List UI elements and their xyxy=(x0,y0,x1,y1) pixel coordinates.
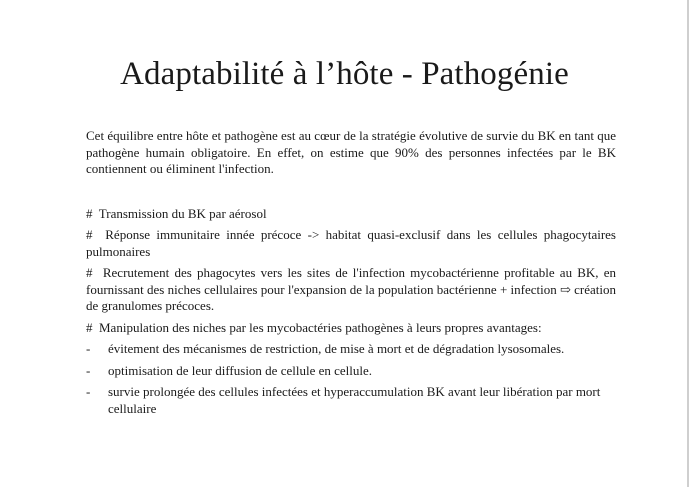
hash-point-4 xyxy=(86,320,616,337)
point-text: Recrutement des phagocytes vers les sites de l'infection mycobactérienne profitable au BK, en fournissant des niches cellulaires pour l'expansion de la population bactérienne + infection ⇨ création de granulomes précoces. xyxy=(86,265,616,313)
dash-point-3 xyxy=(86,384,616,417)
intro-paragraph: Cet équilibre entre hôte et pathogène est au cœur de la stratégie évolutive de survie du BK en tant que pathogène humain obligatoire. En effet, on estime que 90% des personnes infectées par le BK contiennent ou éliminent l'infection. xyxy=(86,128,616,176)
hash-marker: # xyxy=(86,265,93,280)
slide-body xyxy=(86,128,616,422)
point-text: Transmission du BK par aérosol xyxy=(98,205,267,221)
sub-point-text: survie prolongée des cellules infectées et hyperaccumulation BK avant leur libération par mort cellulaire xyxy=(108,384,601,416)
point-text: Réponse immunitaire innée précoce -> habitat quasi-exclusif dans les cellules phagocytaires pulmonaires xyxy=(86,227,616,259)
hash-point-1 xyxy=(86,206,616,223)
hash-marker: # xyxy=(86,227,93,242)
slide-title: Adaptabilité à l’hôte - Pathogénie xyxy=(120,56,569,92)
hash-marker: # xyxy=(86,205,93,221)
hash-marker: # xyxy=(86,319,93,335)
dash-marker: - xyxy=(86,341,91,356)
sub-point-text: évitement des mécanismes de restriction, de mise à mort et de dégradation lysosomales. xyxy=(108,341,565,356)
dash-marker: - xyxy=(86,362,91,378)
sub-point-text: optimisation de leur diffusion de cellule en cellule. xyxy=(108,362,373,378)
hash-point-3 xyxy=(86,265,616,315)
dash-marker: - xyxy=(86,384,91,399)
dash-point-2 xyxy=(86,363,616,380)
dash-point-1 xyxy=(86,341,616,358)
hash-point-2 xyxy=(86,227,616,260)
point-text: Manipulation des niches par les mycobactéries pathogènes à leurs propres avantages: xyxy=(99,319,542,335)
spacer xyxy=(86,178,616,206)
